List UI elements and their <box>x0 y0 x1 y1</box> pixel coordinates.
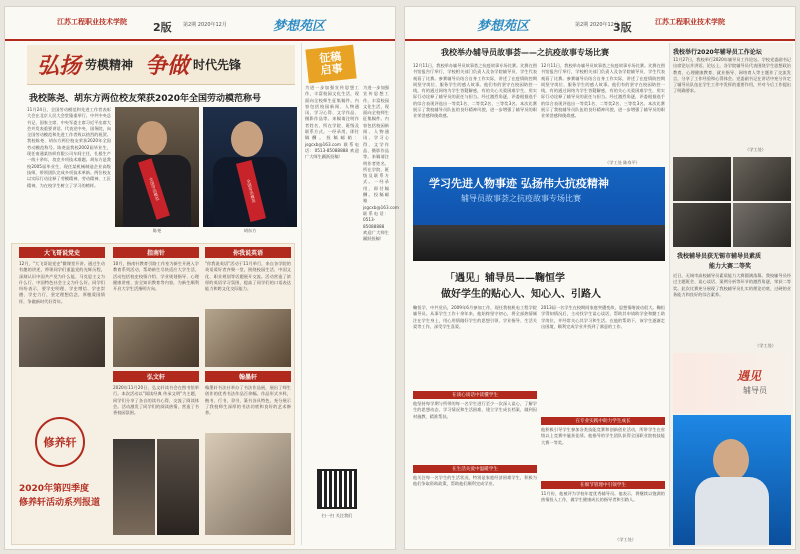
event-photo-6 <box>205 433 291 535</box>
mentor-signature: （学工处） <box>615 537 636 542</box>
column-body-4: 2020年11月20日，弘文轩读书会在图书馆举行。本次活动以"阅读经典 传承文明"为主题，同学们分享了各自的读书心得，交流了阅读体会。活动激发了同学们的阅读热情，营造了书香校园氛围。 <box>113 385 199 416</box>
sidebar-body-left: 为进一步加强宣传思想工作，丰富校园文化生活，现面向全校师生征集稿件。内容包括校园新闻、人物通讯、学习心得、文学作品、摄影作品等。来稿请注明作者姓名、所在学院、班级及联系方式。一经录用，即付稿酬。投稿邮箱：jsgcxb@163.com 联系电话：0513-85088888 欢迎广大师生踊跃投稿！ <box>305 85 359 160</box>
quality-signature: （学工处） <box>755 343 776 348</box>
event-photo-1 <box>19 317 105 367</box>
forum-body: 11月27日，我校举行2020年辅导员工作论坛。学校党委副书记出席论坛并讲话。论坛上，各学院辅导员代表围绕学生思想政治教育、心理健康教育、就业指导、网络育人等主题作了交流发言，分享了工作经验和心得体会。党委副书记在讲话中充分肯定了辅导员队伍在学生工作中发挥的重要作用，并对今后工作提出了明确要求。 <box>673 57 791 94</box>
column-title-1: 大飞哥说党史 <box>19 247 105 258</box>
mentor-title-2: 做好学生的贴心人、知心人、引路人 <box>441 289 601 300</box>
qr-code[interactable] <box>317 469 357 509</box>
page-header <box>5 7 395 41</box>
banner-part-3: 争做 <box>145 53 190 79</box>
column-body-3: "你我说英语"活动于11月举行，来自各学院的英语爱好者齐聚一堂，围绕校园生活、中国文化、职业规划等话题展开交流。活动营造了浓厚的英语学习氛围，提高了同学们的口语表达能力和跨文化交际能力。 <box>205 261 291 292</box>
contest-signature: （学工处 陈寿平） <box>605 160 640 165</box>
mentor-subhead-3: 在生活关爱中温暖学生 <box>413 465 537 473</box>
mentor-title-1: 「遇见」辅导员——鞠恒学 <box>445 273 565 284</box>
labor-article-body: 11月24日，全国劳动模范和先进工作者表彰大会在北京人民大会堂隆重举行。中共中央总书记、国家主席、中央军委主席习近平出席大会并发表重要讲话。代表党中央、国务院，向全国劳动模范和先进工作者致以热烈的祝贺。我校陈尧、胡东方两位校友荣获2020年全国劳动模范称号。陈尧是我校2002届毕业生，现任南通某纺织有限公司车间主任，扎根生产一线十余年，攻克多项技术难题。胡东方是我校2005届毕业生，现任某机械制造企业高级技师，带领团队完成多项技术革新。两位校友以实际行动诠释了劳模精神、劳动精神、工匠精神，为在校学生树立了学习的榜样。 <box>27 107 111 188</box>
column-title-5: 翰墨轩 <box>205 371 291 382</box>
sidebar-body: 为进一步加强宣传思想工作，丰富校园文化生活，现面向全校师生征集稿件。内容包括校园新闻、人物通讯、学习心得、文学作品、摄影作品等。来稿请注明作者姓名、所在学院、班级及联系方式。一经录用，即付稿酬。投稿邮箱：jsgcxb@163.com 联系电话：0513-85088888 欢迎广大师生踊跃投稿！ <box>363 85 399 242</box>
photo-caption-1: 陈尧 <box>152 228 162 233</box>
quality-title-1: 我校辅导员获无锡市辅导员素质 <box>677 253 762 260</box>
portrait-face <box>231 121 263 157</box>
mentor-logo-line-2: 辅导员 <box>743 386 767 395</box>
badge-line-2: 启事 <box>319 61 344 78</box>
quality-title-2: 能力大赛二等奖 <box>709 263 752 270</box>
mentor-subhead-4: 在细节管理中引领学生 <box>541 481 665 489</box>
mentor-logo-line-1: 遇见 <box>737 369 762 383</box>
slide-line-2: 辅导员故事荟之抗疫故事专场比赛 <box>461 194 581 203</box>
mentor-shirt <box>695 477 769 545</box>
series-headline-2: 修养轩活动系列报道 <box>19 498 101 508</box>
mentor-subhead-1: 在谈心谈话中读懂学生 <box>413 391 537 399</box>
photo-caption-2: 胡东方 <box>243 228 257 233</box>
event-photo-4 <box>113 439 155 535</box>
mentor-body-3: 他坚持每学期与所带的每一名学生进行至少一次深入谈心，了解学生的思想动态、学习情况和生活困难，建立学生成长档案，做到因材施教、精准帮扶。 <box>413 401 537 419</box>
event-photo-2 <box>113 317 199 367</box>
banner <box>27 45 295 85</box>
call-for-papers-badge <box>305 45 356 84</box>
column-title-2: 指南针 <box>113 247 199 258</box>
mentor-face <box>713 439 749 481</box>
newspaper-brand: 江苏工程职业技术学院 <box>57 18 127 26</box>
honor-sash: 全国劳动模范 <box>138 158 170 219</box>
mentor-body-4: 他积极引导学生参加各类技能竞赛和创新创业活动，所带学生在省级以上竞赛中屡获佳绩。他指导的学生团队获得全国职业院校技能大赛一等奖。 <box>541 427 665 445</box>
badge-line-1: 征稿 <box>318 49 342 66</box>
section-slogan: 梦想苑区 <box>273 19 326 34</box>
mentor-body-5: 他关注每一名学生的生活状况，特别是家庭经济困难学生，积极为他们争取资助政策，帮助他们顺利完成学业。 <box>413 475 537 487</box>
portrait-photo-1 <box>115 107 199 227</box>
mentor-body-6: 11月份，他被评为学校年度优秀辅导员。他表示，将继续以饱满的热情投入工作，做学生健康成长的指导者和引路人。 <box>541 491 665 503</box>
portrait-face <box>137 121 167 155</box>
slide-line-1: 学习先进人物事迹 弘扬伟大抗疫精神 <box>429 177 609 190</box>
contest-stage-photo <box>413 167 665 261</box>
newspaper-brand: 江苏工程职业技术学院 <box>655 18 725 26</box>
mentor-body-2: 2013届一名学生在校期间家庭突遭变故，思想情绪波动很大。鞠恒学得知情况后，主动找学生谈心谈话，帮助其申请助学金和勤工助学岗位，并经常关心其学习和生活。在他的帮助下，该学生逐渐走出困境，顺利完成学业并找到了满意的工作。 <box>541 305 665 329</box>
column-body-1: 12月，"大飞哥说党史"微课堂开讲。通过生动有趣的讲述，带领同学们重温党的光辉历程，深刻认识中国共产党为什么能、马克思主义为什么行、中国特色社会主义为什么好。同学们纷纷表示，要学史明理、学史增信、学史崇德、学史力行，坚定理想信念，厚植爱国情怀，争做新时代好青年。 <box>19 261 105 304</box>
mentor-portrait <box>673 415 791 545</box>
issue-info: 第2期 2020年12月 <box>575 22 619 28</box>
banner-part-1: 弘扬 <box>37 53 82 79</box>
column-title-3: 你我说英语 <box>205 247 291 258</box>
forum-photo-4 <box>733 203 791 247</box>
column-body-5: 翰墨轩书法社举办了书法作品展，展出了师生创作的优秀书法作品百余幅。作品形式多样，楷书、行书、隶书、篆书各具特色，充分展示了我校师生深厚的书法功底和良好的艺术修养。 <box>205 385 291 416</box>
portrait-photo-2 <box>203 107 297 227</box>
forum-signature: （学工处） <box>745 147 766 152</box>
honor-sash: 全国劳动模范 <box>236 160 266 222</box>
column-body-2: 10月，指南针教育引路工作室为新生开展入学教育系列活动，帮助新生尽快适应大学生活。活动包括校史校情介绍、学业规划指导、心理健康讲座、安全知识教育等内容，为新生顺利开启大学生活指明方向。 <box>113 261 199 292</box>
mentor-body-1: 鞠恒学，中共党员，2009年6月参加工作，现任我校机电工程学院辅导员。从事学生工作十余年来，他始终坚守初心，将全部热情倾注在学生身上，用心用情做好学生的思想引领、学业指导、生活关爱等工作，深受学生喜爱。 <box>413 305 537 329</box>
contest-title: 我校举办辅导员故事荟——之抗疫故事专场比赛 <box>441 48 609 57</box>
quality-body: 近日，无锡市高校辅导员素质能力大赛圆满落幕。我校辅导员经过主题班会、谈心谈话、案例分析等环节的激烈角逐，荣获二等奖。此次比赛充分展现了我校辅导员扎实的理论功底、过硬的业务能力和良好的综合素养。 <box>673 273 791 297</box>
contest-body-col-1: 12月11日，我校举办辅导员故事荟之抗疫故事专场比赛。比赛在图书馆报告厅举行，学校相关部门负责人及各学院辅导员、学生代表观看了比赛。参赛辅导员结合自身工作实际，讲述了在疫情防控期间坚守岗位、服务学生的感人故事。他们有的坚守在校园防控一线，有的通过网络为学生答疑解惑，有的关心关爱困难学生，用实际行动诠释了辅导员的责任与担当。经过激烈角逐，评委根据选手的综合表现评选出一等奖1名、二等奖2名、三等奖3名。本次比赛展示了我校辅导员队伍的良好精神风貌，进一步增强了辅导员的职业荣誉感和使命感。 <box>413 63 537 119</box>
event-photo-5 <box>157 439 199 535</box>
banner-part-2: 劳模精神 <box>85 58 134 72</box>
forum-photo-1 <box>673 157 731 201</box>
page-header <box>405 7 795 41</box>
forum-title: 我校举行2020年辅导员工作论坛 <box>673 49 762 56</box>
page-number: 3版 <box>613 21 632 34</box>
newspaper-page-2 <box>4 6 399 550</box>
mentor-logo-box <box>673 353 791 413</box>
event-photo-3 <box>205 309 291 367</box>
banner-part-4: 时代先锋 <box>193 58 242 72</box>
contest-body-col-2: 12月11日，我校举办辅导员故事荟之抗疫故事专场比赛。比赛在图书馆报告厅举行，学校相关部门负责人及各学院辅导员、学生代表观看了比赛。参赛辅导员结合自身工作实际，讲述了在疫情防控期间坚守岗位、服务学生的感人故事。他们有的坚守在校园防控一线，有的通过网络为学生答疑解惑，有的关心关爱困难学生，用实际行动诠释了辅导员的责任与担当。经过激烈角逐，评委根据选手的综合表现评选出一等奖1名、二等奖2名、三等奖3名。本次比赛展示了我校辅导员队伍的良好精神风貌，进一步增强了辅导员的职业荣誉感和使命感。 <box>541 63 665 119</box>
qr-caption: 扫一扫 关注我们 <box>321 513 353 518</box>
section-slogan: 梦想苑区 <box>477 19 530 34</box>
forum-photo-3 <box>673 203 731 247</box>
forum-photo-2 <box>733 157 791 201</box>
newspaper-page-3 <box>404 6 796 550</box>
mentor-subhead-2: 在专业实践中助力学生成长 <box>541 417 665 425</box>
series-headline-1: 2020年第四季度 <box>19 484 90 494</box>
column-title-4: 弘文轩 <box>113 371 199 382</box>
issue-info: 第2期 2020年12月 <box>183 22 227 28</box>
xiuyuanxuan-emblem: 修养轩 <box>35 417 85 467</box>
page-number: 2版 <box>153 21 172 34</box>
audience-row <box>413 225 665 261</box>
labor-article-title: 我校陈尧、胡东方两位校友荣获2020年全国劳动模范称号 <box>29 94 262 104</box>
